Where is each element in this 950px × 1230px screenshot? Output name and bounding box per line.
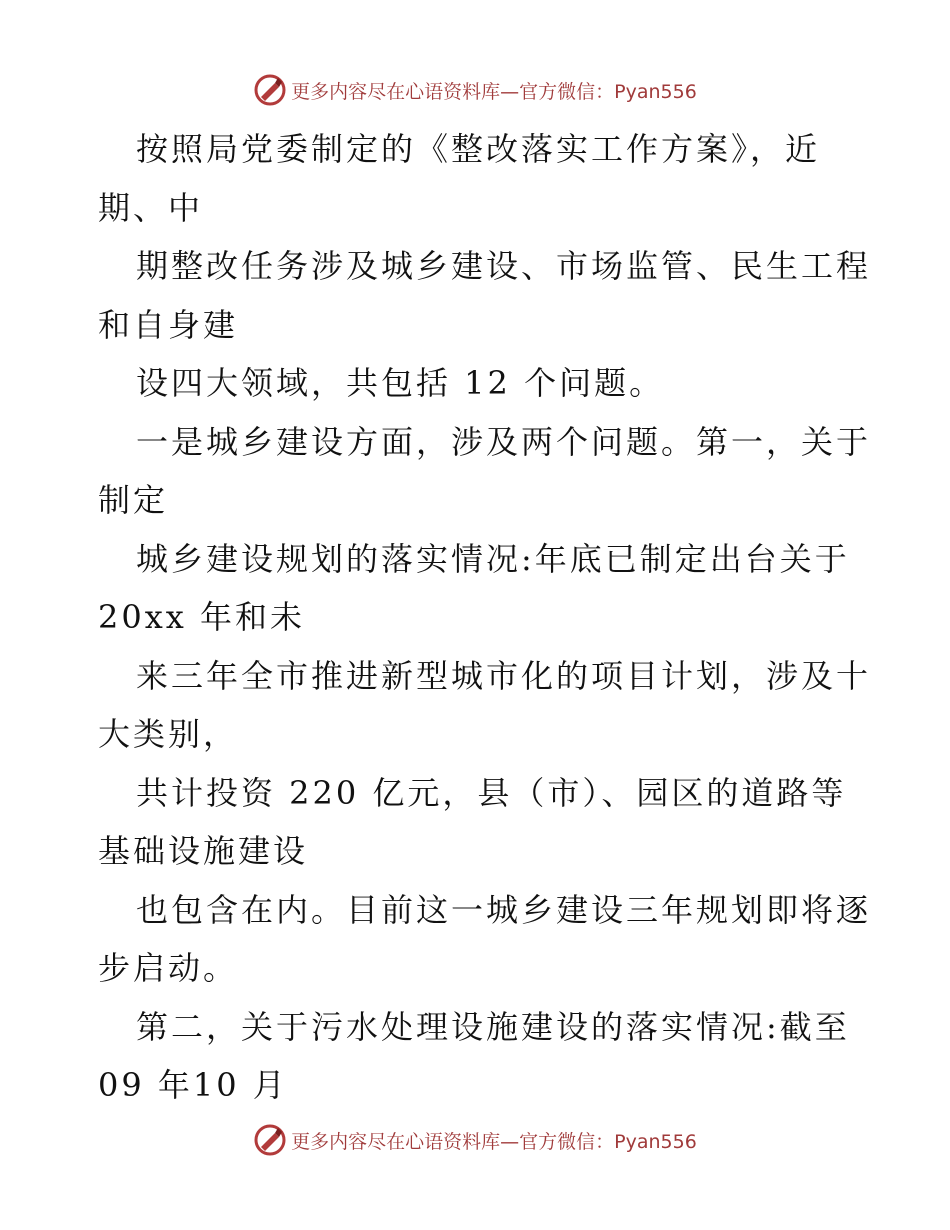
paragraph-line: 一是城乡建设方面，涉及两个问题。第一，关于: [136, 422, 872, 461]
paragraph-line: 第二，关于污水处理设施建设的落实情况:截至: [136, 1007, 850, 1046]
pen-logo-icon: [253, 1123, 287, 1157]
header-banner-text: 更多内容尽在心语资料库—官方微信：Pyan556: [291, 80, 697, 103]
paragraph-line: 城乡建设规划的落实情况:年底已制定出台关于: [136, 539, 850, 578]
paragraph-line: 20xx 年和未: [98, 598, 305, 636]
paragraph-line: 也包含在内。目前这一城乡建设三年规划即将逐: [136, 890, 872, 929]
footer-banner: [0, 1120, 950, 1160]
paragraph-line: 制定: [98, 481, 169, 519]
paragraph-line: 期整改任务涉及城乡建设、市场监管、民生工程: [136, 247, 872, 285]
paragraph-line: 按照局党委制定的《整改落实工作方案》，近: [136, 130, 821, 168]
paragraph-line: 大类别，: [98, 715, 239, 753]
paragraph-line: 来三年全市推进新型城市化的项目计划，涉及十: [136, 656, 872, 695]
paragraph-line: 步启动。: [98, 949, 239, 987]
paragraph-line: 09 年10 月: [98, 1066, 288, 1104]
paragraph-line: 期、中: [98, 188, 204, 227]
footer-banner-text: 更多内容尽在心语资料库—官方微信：Pyan556: [291, 1130, 697, 1153]
paragraph-line: 设四大领域，共包括 12 个问题。: [136, 364, 665, 402]
paragraph-line: 基础设施建设: [98, 832, 309, 870]
pen-logo-icon: [253, 73, 287, 107]
paragraph-line: 和自身建: [98, 305, 239, 344]
document-body: [98, 120, 872, 1115]
header-banner: [0, 70, 950, 110]
paragraph-line: 共计投资 220 亿元，县（市）、园区的道路等: [136, 773, 847, 812]
